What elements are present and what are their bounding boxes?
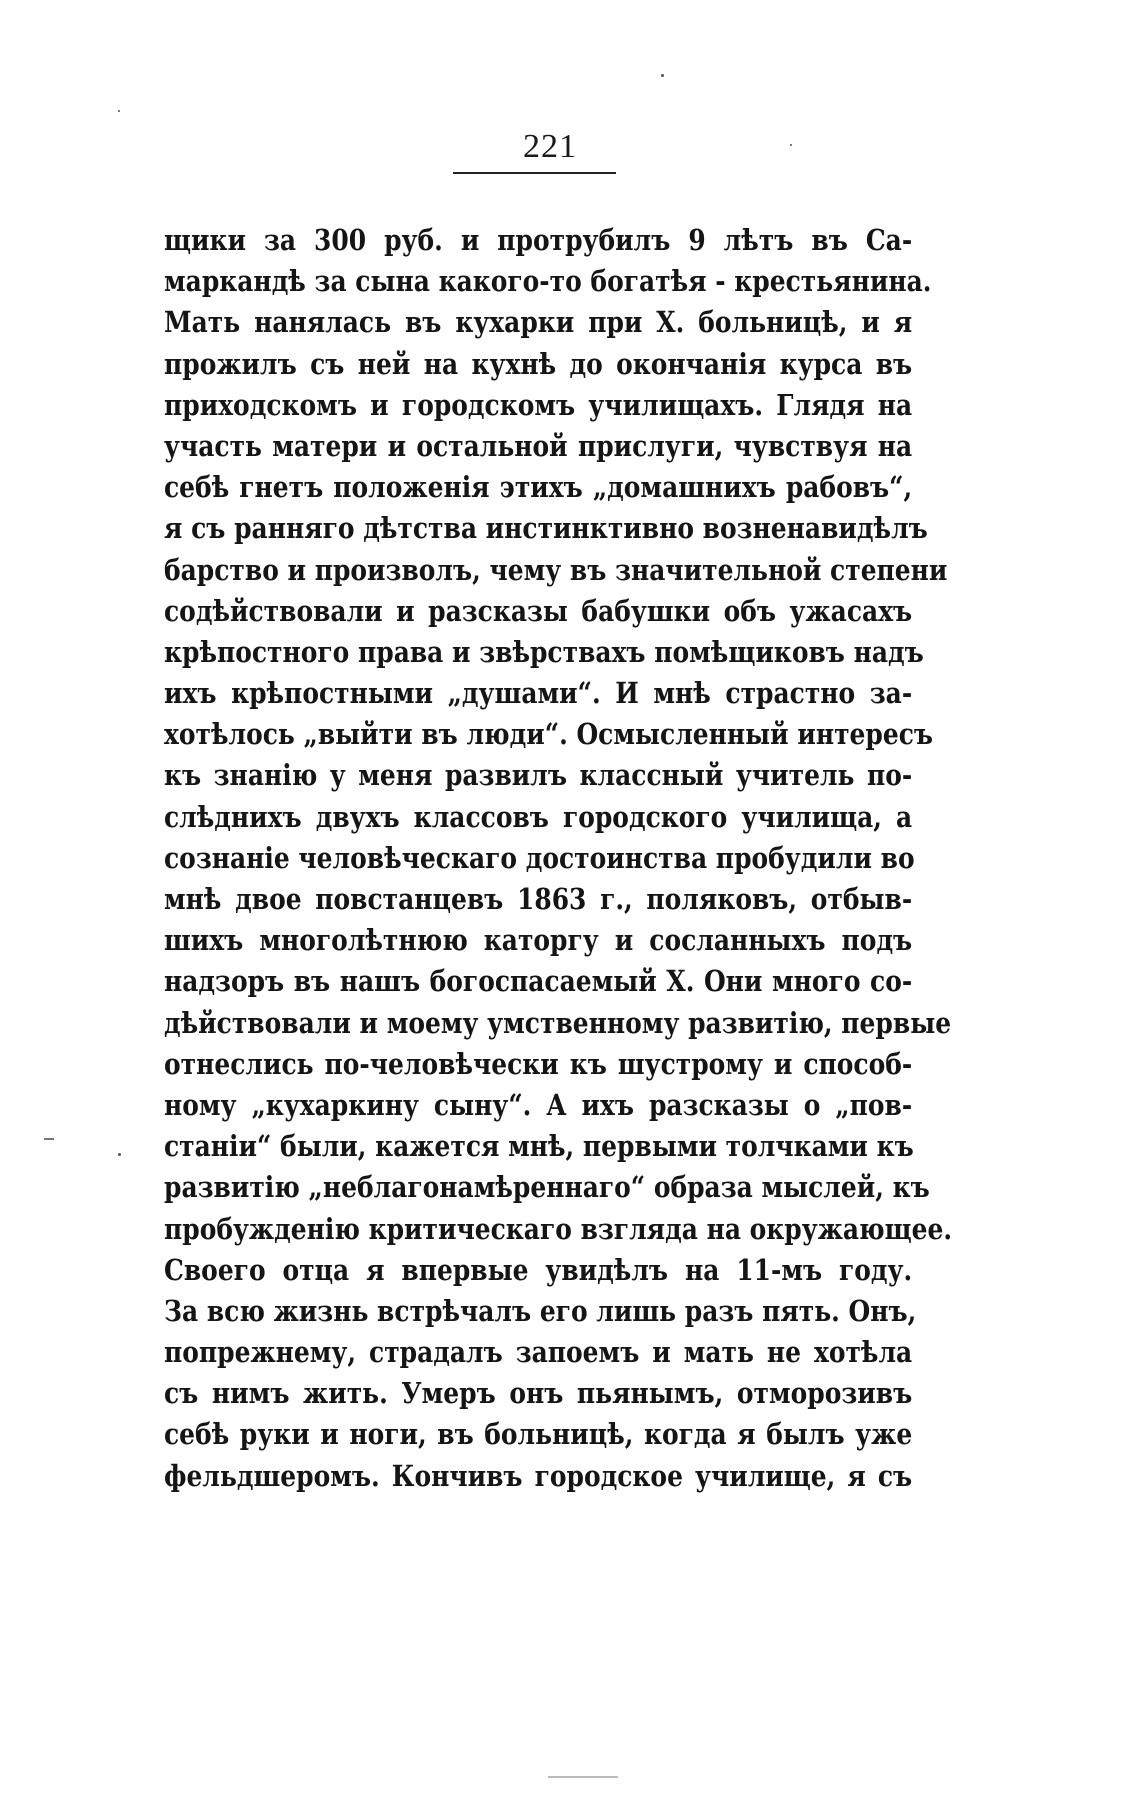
text-line: фельдшеромъ. Кончивъ городское училище, я съ	[164, 1458, 913, 1493]
scan-speck	[790, 144, 792, 146]
text-line: надзоръ въ нашъ богоспасаемый X. Они много со-	[164, 964, 913, 999]
text-line: отнеслись по-человѣчески къ шустрому и способ-	[164, 1046, 913, 1081]
text-line: слѣднихъ двухъ классовъ городского училища, а	[164, 799, 913, 834]
scan-mark	[44, 1138, 54, 1140]
text-line: крѣпостного права и звѣрствахъ помѣщиковъ надъ	[164, 634, 924, 669]
text-line: ихъ крѣпостными „душами“. И мнѣ страстно за-	[164, 676, 913, 711]
text-line: Своего отца я впервые увидѣлъ на 11-мъ году.	[164, 1252, 913, 1287]
scan-mark	[548, 1776, 618, 1778]
text-line: сознаніе человѣческаго достоинства пробудили во	[164, 840, 915, 875]
header-rule	[453, 172, 616, 174]
scan-speck	[118, 110, 120, 112]
text-line: себѣ руки и ноги, въ больницѣ, когда я былъ уже	[164, 1417, 913, 1452]
text-line: хотѣлось „выйти въ люди“. Осмысленный интересъ	[164, 717, 934, 752]
text-line: прожилъ съ ней на кухнѣ до окончанія курса въ	[164, 346, 913, 381]
text-line: содѣйствовали и разсказы бабушки объ ужасахъ	[164, 593, 913, 628]
text-line: пробужденію критическаго взгляда на окружающее.	[164, 1211, 953, 1246]
text-line: Мать нанялась въ кухарки при X. больницѣ, и я	[164, 305, 913, 340]
text-line: мнѣ двое повстанцевъ 1863 г., поляковъ, отбыв-	[164, 882, 913, 916]
text-line: барство и произволъ, чему въ значительной степени	[164, 552, 948, 587]
text-line: я съ ранняго дѣтства инстинктивно возненавидѣлъ	[164, 511, 928, 546]
page-number: 221	[523, 128, 577, 165]
text-line: себѣ гнетъ положенія этихъ „домашнихъ рабовъ“,	[164, 470, 913, 505]
text-line: приходскомъ и городскомъ училищахъ. Глядя на	[164, 387, 913, 422]
text-line: станіи“ были, кажется мнѣ, первыми толчками къ	[164, 1129, 914, 1164]
text-line: ному „кухаркину сыну“. А ихъ разсказы о „пов-	[164, 1087, 913, 1122]
scan-speck	[118, 1153, 121, 1156]
text-line: развитію „неблагонамѣреннаго“ образа мыслей, къ	[164, 1170, 930, 1205]
text-line: дѣйствовали и моему умственному развитію, первые	[164, 1005, 952, 1040]
body-text	[164, 220, 953, 1497]
text-line: За всю жизнь встрѣчалъ его лишь разъ пять. Онъ,	[164, 1293, 917, 1328]
text-line: маркандѣ за сына какого-то богатѣя - крестьянина.	[164, 264, 932, 299]
text-line: попрежнему, страдалъ запоемъ и мать не хотѣла	[164, 1335, 913, 1370]
text-line: участь матери и остальной прислуги, чувствуя на	[164, 428, 913, 463]
text-line: съ нимъ жить. Умеръ онъ пьянымъ, отморозивъ	[164, 1376, 913, 1411]
text-line: шихъ многолѣтнюю каторгу и сосланныхъ подъ	[164, 923, 913, 958]
scan-speck	[661, 74, 664, 77]
text-line: къ знанію у меня развилъ классный учитель по-	[164, 758, 913, 793]
text-line: щики за 300 руб. и протрубилъ 9 лѣтъ въ Са-	[164, 223, 913, 257]
